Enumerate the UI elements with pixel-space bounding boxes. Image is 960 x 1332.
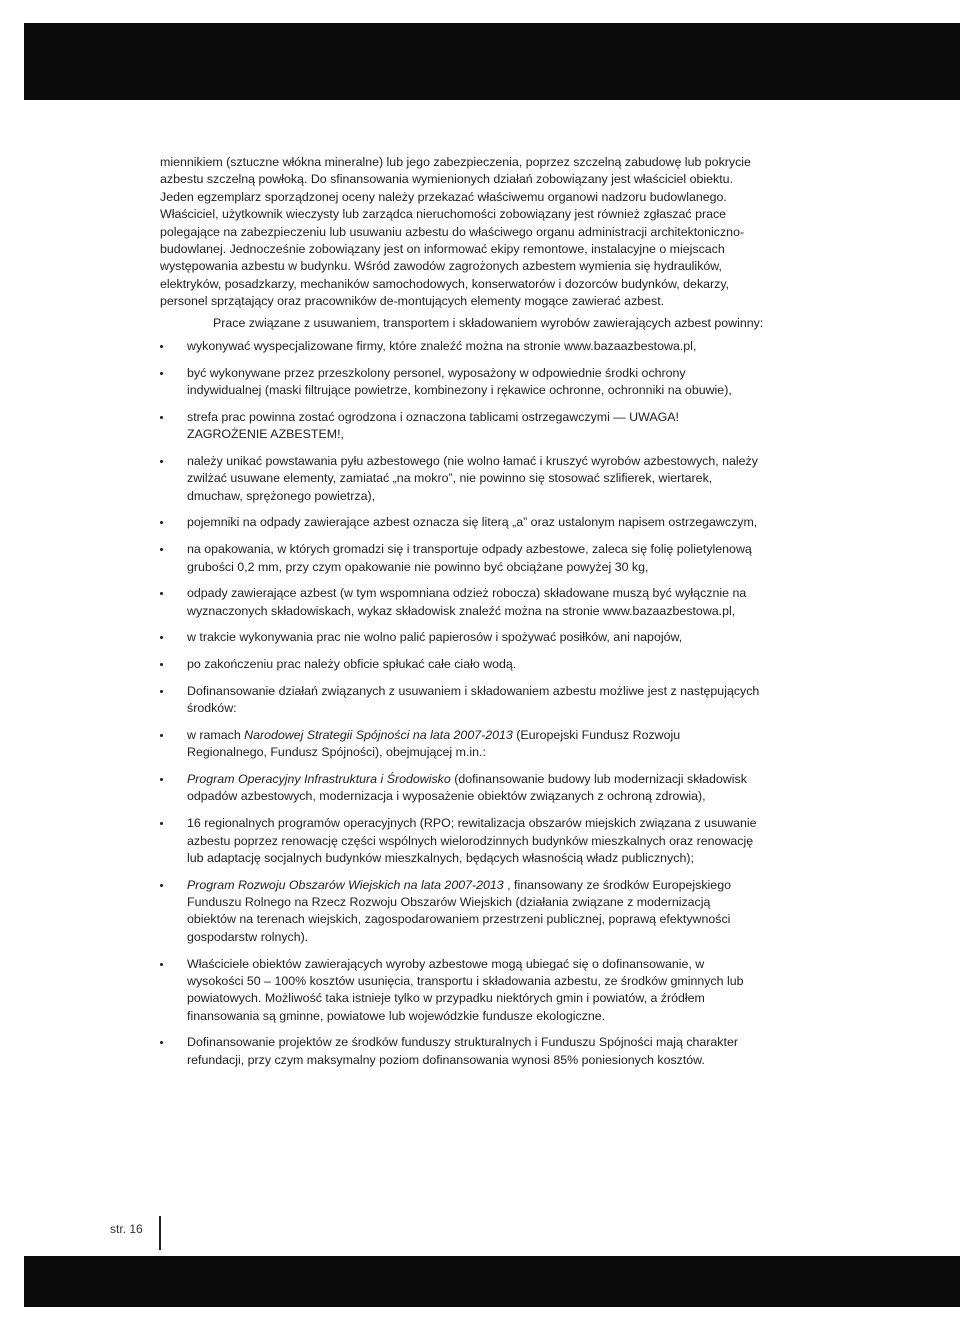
italic-program-name: Narodowej Strategii Spójności na lata 2007-2013 [244,727,513,742]
text-lead: w ramach [187,727,245,742]
list-item [160,585,760,620]
page-number: str. 16 [110,1222,143,1236]
bullet-icon [160,416,163,419]
italic-program-name: Program Operacyjny Infrastruktura i Środowisko [187,771,451,786]
text-tail: (dofinansowanie budowy lub modernizacji składowisk odpadów azbestowych, modernizacja i wyposażenie obiektów związanych z ochroną zdrowia), [187,771,747,804]
list-item-text: pojemniki na odpady zawierające azbest oznacza się literą „a” oraz ustalonym napisem ostrzegawczym, [187,515,758,530]
list-item [160,877,760,947]
text-tail: (Europejski Fundusz Rozwoju Regionalnego, Fundusz Spójności), obejmującej m.in.: [187,727,681,760]
list-item-text: po zakończeniu prac należy obficie spłukać całe ciało wodą. [187,657,517,672]
bullet-icon [160,372,163,375]
bullet-icon [160,734,163,737]
list-item-text [187,727,760,762]
list-item [160,1034,760,1069]
bullet-icon [160,822,163,825]
list-item [160,409,760,444]
bullet-icon [160,521,163,524]
list-item [160,514,760,531]
header-bar [24,23,960,100]
list-item-text: Właściciele obiektów zawierających wyroby azbestowe mogą ubiegać się o dofinansowanie, w wysokości 50 – 100% kosztów usunięcia, transportu i składowania azbestu, ze środków gminnych lub powiatowych. Możliwość taka istnieje tylko w przypadku niektórych gmin i powiatów, a źródłem finansowania są gminne, powiatowe lub wojewódzkie fundusze ekologiczne. [187,956,744,1023]
list-item [160,815,760,867]
list-item-text: odpady zawierające azbest (w tym wspomniana odzież robocza) składowane muszą być wyłącznie na wyznaczonych składowiskach, wykaz składowisk znaleźć można na stronie www.bazaazbestowa.pl, [187,586,747,618]
bullet-icon [160,690,163,693]
lead-sentence: Prace związane z usuwaniem, transportem i składowaniem wyrobów zawierających azbest powinny: [213,316,764,330]
list-item-text: strefa prac powinna zostać ogrodzona i oznaczona tablicami ostrzegawczymi — UWAGA! ZAGROŻENIE AZBESTEM!, [187,409,679,442]
bullet-icon [160,884,163,887]
bullet-list [160,338,760,1079]
list-item [160,727,760,762]
footer-bar [24,1256,960,1307]
list-item [160,771,760,806]
list-item-text: Dofinansowanie działań związanych z usuwaniem i składowaniem azbestu możliwe jest z następujących środków: [187,683,760,716]
bullet-icon [160,345,163,348]
list-item [160,629,760,646]
list-item [160,338,760,355]
intro-paragraph: miennikiem (sztuczne włókna mineralne) lub jego zabezpieczenia, poprzez szczelną zabudowę lub pokrycie azbestu szczelną powłoką. Do sfinansowania wymienionych działań zobowiązany jest właściciel obiektu. Jeden egzemplarz sporządzonej oceny należy przekazać właściwemu organowi nadzoru budowlanego. Właściciel, użytkownik wieczysty lub zarządca nieruchomości zobowiązany jest również zgłaszać prace polegające na zabezpieczeniu lub usuwaniu azbestu do właściwego organu administracji architektoniczno-budowlanej. Jednocześnie zobowiązany jest on informować ekipy remontowe, instalacyjne o miejscach występowania azbestu w budynku. Wśród zawodów zagrożonych azbestem wymienia się hydraulików, elektryków, posadzkarzy, mechaników samochodowych, konserwatorów i dozorców budynków, dekarzy, personel sprzątający oraz pracowników de-montujących elementy mogące zawierać azbest. [160,155,751,309]
list-item-text: być wykonywane przez przeszkolony personel, wyposażony w odpowiednie środki ochrony indywidualnej (maski filtrujące powietrze, kombinezony i rękawice ochronne, ochronniki na obuwie), [187,365,732,398]
bullet-icon [160,636,163,639]
bullet-icon [160,778,163,781]
text-tail: , finansowany ze środków Europejskiego Funduszu Rolnego na Rzecz Rozwoju Obszarów Wiejskich (działania związane z modernizacją obiektów na terenach wiejskich, zagospodarowaniem przestrzeni publicznej, poprawą efektywności gospodarstw rolnych). [187,877,731,944]
list-item [160,956,760,1026]
list-item-text: 16 regionalnych programów operacyjnych (RPO; rewitalizacja obszarów miejskich związana z usuwanie azbestu poprzez renowację części wspólnych wielorodzinnych budynków mieszkalnych oraz renowację lub adaptację socjalnych budynków mieszkalnych, będących własnością władz publicznych); [187,816,757,865]
list-item-text: w trakcie wykonywania prac nie wolno palić papierosów i spożywać posiłków, ani napojów, [187,630,683,645]
list-item [160,656,760,673]
list-item [160,453,760,505]
list-item-text [187,771,760,806]
list-item-text [187,877,760,947]
italic-program-name: Program Rozwoju Obszarów Wiejskich na lata 2007-2013 [187,877,504,892]
footer-divider [159,1216,161,1250]
bullet-icon [160,548,163,551]
bullet-icon [160,963,163,966]
list-item-text: na opakowania, w których gromadzi się i transportuje odpady azbestowe, zaleca się folię polietylenową grubości 0,2 mm, przy czym opakowanie nie powinno być obciążane powyżej 30 kg, [187,542,752,574]
bullet-icon [160,592,163,595]
list-item [160,683,760,718]
list-item-text: Dofinansowanie projektów ze środków funduszy strukturalnych i Funduszu Spójności mają charakter refundacji, przy czym maksymalny poziom dofinansowania wynosi 85% poniesionych kosztów. [187,1035,738,1067]
bullet-icon [160,460,163,463]
list-item [160,365,760,400]
bullet-icon [160,663,163,666]
list-item-text: należy unikać powstawania pyłu azbestowego (nie wolno łamać i kruszyć wyrobów azbestowych, należy zwilżać usuwane elementy, zamiatać „na mokro”, nie powinno się stosować szlifierek, wiertarek, dmuchaw, sprężonego powietrza), [187,453,758,503]
list-item [160,541,760,576]
bullet-icon [160,1041,163,1044]
list-item-text: wykonywać wyspecjalizowane firmy, które znaleźć można na stronie www.bazaazbestowa.pl, [187,339,697,353]
